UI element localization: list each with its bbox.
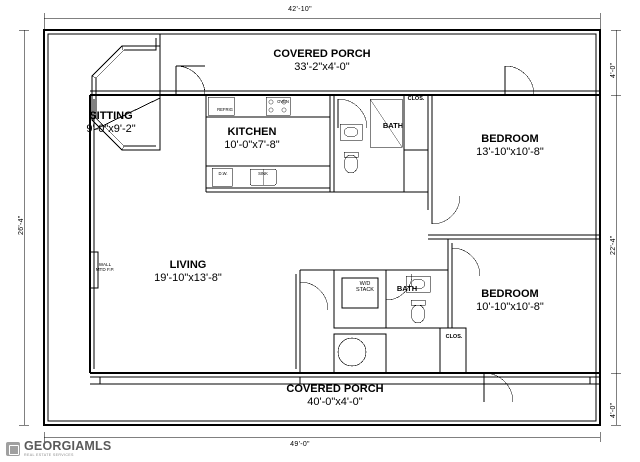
watermark (6, 440, 111, 458)
georgia-mls-logo-icon (6, 442, 20, 456)
room-name: SITTING (89, 110, 133, 122)
room-size: 13'-10"x10'-8" (476, 145, 544, 158)
room-name: KITCHEN (227, 126, 277, 138)
fixture-label-fireplace (90, 262, 120, 273)
room-label-covered-porch-top (232, 48, 412, 73)
fp-line-2: MTD F.P. (95, 267, 115, 273)
fixture-label-oven: OVEN (277, 99, 289, 104)
dimension-right-middle: 22'-4" (610, 235, 617, 255)
dimension-right-upper: 4'-0" (610, 62, 617, 78)
room-size: 10'-0"x7'-8" (224, 138, 280, 151)
fixture-label-sink: SINK (258, 171, 268, 176)
fixture-label-refrigerator: REFRIG (217, 107, 233, 112)
fixture-label-dishwasher: D.W. (218, 171, 228, 176)
room-name: CLOS. (407, 96, 425, 102)
room-size: 33'-2"x4'-0" (294, 60, 350, 73)
room-label-bath-2 (385, 285, 429, 294)
watermark-brand: GEORGIAMLS (24, 439, 112, 454)
room-label-bedroom-2 (440, 288, 580, 313)
room-name: BATH (382, 121, 404, 130)
room-name: COVERED PORCH (273, 48, 371, 60)
wd-line-2: STACK (356, 287, 374, 294)
room-size: 19'-10"x13'-8" (154, 271, 222, 284)
fixture-label-washer-dryer (345, 281, 385, 294)
room-label-bedroom-1 (440, 133, 580, 158)
room-name: BEDROOM (481, 133, 539, 145)
room-name: COVERED PORCH (286, 383, 384, 395)
room-label-closet-2 (445, 334, 463, 340)
fp-line-1: WALL (98, 262, 112, 267)
room-size: 10'-10"x10'-8" (476, 300, 544, 313)
room-name: CLOS. (445, 334, 463, 340)
room-name: BATH (396, 284, 418, 293)
watermark-text (24, 440, 111, 458)
dimension-top-overall: 42'-10" (288, 6, 312, 13)
room-label-sitting (56, 110, 166, 135)
room-size: 9'-0"x9'-2" (86, 122, 136, 135)
room-label-living (118, 259, 258, 284)
room-name: BEDROOM (481, 288, 539, 300)
dimension-bottom-overall: 49'-0" (290, 441, 310, 448)
room-label-covered-porch-bottom (245, 383, 425, 408)
wd-line-1: W/D (359, 281, 371, 287)
dimension-left-overall: 26'-4" (18, 215, 25, 235)
dimension-right-lower: 4'-0" (610, 402, 617, 418)
room-name: LIVING (169, 259, 207, 271)
room-label-bath-1 (372, 122, 414, 131)
room-label-kitchen (192, 126, 312, 151)
watermark-tagline: REAL ESTATE SERVICES (24, 453, 74, 458)
room-size: 40'-0"x4'-0" (307, 395, 363, 408)
room-label-closet-1 (407, 96, 425, 102)
